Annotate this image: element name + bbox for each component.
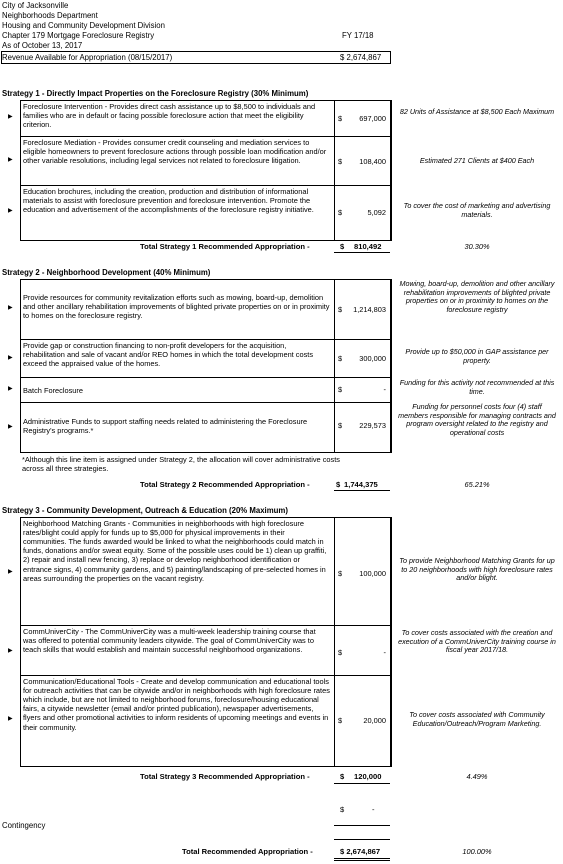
s2-total-label: Total Strategy 2 Recommended Appropriation - xyxy=(140,480,310,489)
grand-total-amount: $ 2,674,867 xyxy=(340,847,381,856)
header-line-division: Housing and Community Development Division xyxy=(2,21,165,30)
grand-total-label: Total Recommended Appropriation - xyxy=(182,847,313,856)
s1-total-label: Total Strategy 1 Recommended Appropriation - xyxy=(140,242,310,251)
strategy1-title: Strategy 1 - Directly Impact Properties on the Foreclosure Registry (30% Minimum) xyxy=(2,89,309,98)
revenue-label: Revenue Available for Appropriation (08/15/2017) xyxy=(2,53,173,62)
expand-arrow-icon[interactable]: ▶ xyxy=(8,305,13,311)
expand-arrow-icon[interactable]: ▶ xyxy=(8,386,13,392)
s1-row1-note: 82 Units of Assistance at $8,500 Each Maximum xyxy=(399,107,555,116)
expand-arrow-icon[interactable]: ▶ xyxy=(8,114,13,120)
expand-arrow-icon[interactable]: ▶ xyxy=(8,648,13,654)
s1-total-dollar: $ xyxy=(340,242,345,251)
s3-row3-desc: Communication/Educational Tools - Create and develop communication and educational tools for outreach activities that can be citywide and/or in neighborhoods with high foreclosure rates which include, but are not limited to neighborhood forums, foreclosure/housing educational fairs, a citywide newsletter (email and/or printed publication), newspaper advertisements, flyers and other promotional activities to inform residents of upcoming meetings and events in their community. xyxy=(23,677,330,732)
s3-total-pct: 4.49% xyxy=(466,772,488,781)
s2-row1-desc: Provide resources for community revitalization efforts such as mowing, board-up, demolition and other ancillary rehabilitation improvements of blighted private properties on or in proximity to homes on the foreclosure registry. xyxy=(23,293,330,321)
s1-row2-desc: Foreclosure Mediation - Provides consumer credit counseling and mediation services to eligible homeowners to prevent foreclosure actions through possible loan modification and/or other variable resolutions, including legal services not related to foreclosure litigation. xyxy=(23,138,327,166)
s2-total-dollar: $ xyxy=(336,480,341,489)
contingency-amount: - xyxy=(372,805,375,814)
s2-total-amount: 1,744,375 xyxy=(344,480,378,489)
contingency-dollar: $ xyxy=(340,805,345,814)
s2-total-pct: 65.21% xyxy=(464,480,490,489)
strategy3-title: Strategy 3 - Community Development, Outreach & Education (20% Maximum) xyxy=(2,506,288,515)
s2-footnote: *Although this line item is assigned under Strategy 2, the allocation will cover administrative costs across all three strategies. xyxy=(22,455,340,474)
s2-row2-desc: Provide gap or construction financing to non-profit developers for the acquisition, rehabilitation and sale of vacant and/or REO homes in which the total development costs exceed the appraised value of the homes. xyxy=(23,341,314,369)
s3-row1-desc: Neighborhood Matching Grants - Communities in neighborhoods with high foreclosure rates/blight could apply for funds up to $5,000 for physical improvements in their communities. The funds awarded would be linked to what the neighborhoods could match in funds, donations and/or sweat equity. Some of the possible uses could be 1) clean up graffiti, 2) repair and install new fencing, 3) replace or develop neighborhood identification or entrance signs, 4) community gardens, and 5) painting/landscaping of pre-selected homes in areas surrounding the properties on the vacant registry. xyxy=(23,519,327,583)
s3-row3-note: To cover costs associated with Community Education/Outreach/Program Marketing. xyxy=(409,710,545,728)
s1-total-amount: 810,492 xyxy=(354,242,382,251)
header-line-registry: Chapter 179 Mortgage Foreclosure Registry xyxy=(2,31,155,40)
contingency-label: Contingency xyxy=(2,821,46,830)
s2-row4-note: Funding for personnel costs four (4) staff members responsible for managing contracts and program oversight related to the registry and operational costs xyxy=(398,402,556,437)
s1-row2-note: Estimated 271 Clients at $400 Each xyxy=(419,156,535,165)
s3-total-dollar: $ xyxy=(340,772,345,781)
expand-arrow-icon[interactable]: ▶ xyxy=(8,157,13,163)
s2-row1-note: Mowing, board-up, demolition and other ancillary rehabilitation improvements of blighted private properties on or in proximity to homes on the foreclosure registry xyxy=(399,279,555,314)
expand-arrow-icon[interactable]: ▶ xyxy=(8,569,13,575)
s2-row3-desc: Batch Foreclosure xyxy=(23,386,83,395)
s3-row2-note: To cover costs associated with the creation and execution of a CommUniverCity training course in fiscal year 2017/18. xyxy=(398,628,556,655)
s3-total-amount: 120,000 xyxy=(354,772,382,781)
header-line-city: City of Jacksonville xyxy=(2,1,69,10)
expand-arrow-icon[interactable]: ▶ xyxy=(8,355,13,361)
s1-row1-desc: Foreclosure Intervention - Provides direct cash assistance up to $8,500 to individuals and families who are in default or facing possible foreclosure action that meet the eligibility criterion. xyxy=(23,102,316,130)
expand-arrow-icon[interactable]: ▶ xyxy=(8,716,13,722)
header-line-date: As of October 13, 2017 xyxy=(2,41,83,50)
grand-total-pct: 100.00% xyxy=(462,847,492,856)
s1-total-pct: 30.30% xyxy=(464,242,490,251)
s2-row4-desc: Administrative Funds to support staffing needs related to administering the Foreclosure Registry's programs.* xyxy=(23,417,308,436)
s3-total-label: Total Strategy 3 Recommended Appropriation - xyxy=(140,772,310,781)
fiscal-year-label: FY 17/18 xyxy=(342,31,374,40)
revenue-amount: $ 2,674,867 xyxy=(340,53,382,62)
s2-row3-note: Funding for this activity not recommended at this time. xyxy=(399,378,555,396)
header-line-department: Neighborhoods Department xyxy=(2,11,98,20)
s1-row3-desc: Education brochures, including the creation, production and distribution of informational materials to assist with foreclosure prevention and foreclosure intervention. Promote the education and advertisement of the accomplishments of the foreclosure registry initiative. xyxy=(23,187,314,215)
expand-arrow-icon[interactable]: ▶ xyxy=(8,208,13,214)
s2-row2-note: Provide up to $50,000 in GAP assistance per property. xyxy=(405,347,549,365)
expand-arrow-icon[interactable]: ▶ xyxy=(8,424,13,430)
strategy2-title: Strategy 2 - Neighborhood Development (40% Minimum) xyxy=(2,268,211,277)
s1-row3-note: To cover the cost of marketing and advertising materials. xyxy=(403,201,551,219)
s3-row2-desc: CommUniverCity - The CommUniverCity was a multi-week leadership training course that was offered to potential community leaders citywide. The goal of CommUniverCity was to teach skills that would establish and maintain successful neighborhood organizations. xyxy=(23,627,316,655)
s3-row1-note: To provide Neighborhood Matching Grants for up to 20 neighborhoods with high foreclosure rates and/or blight. xyxy=(399,556,555,583)
